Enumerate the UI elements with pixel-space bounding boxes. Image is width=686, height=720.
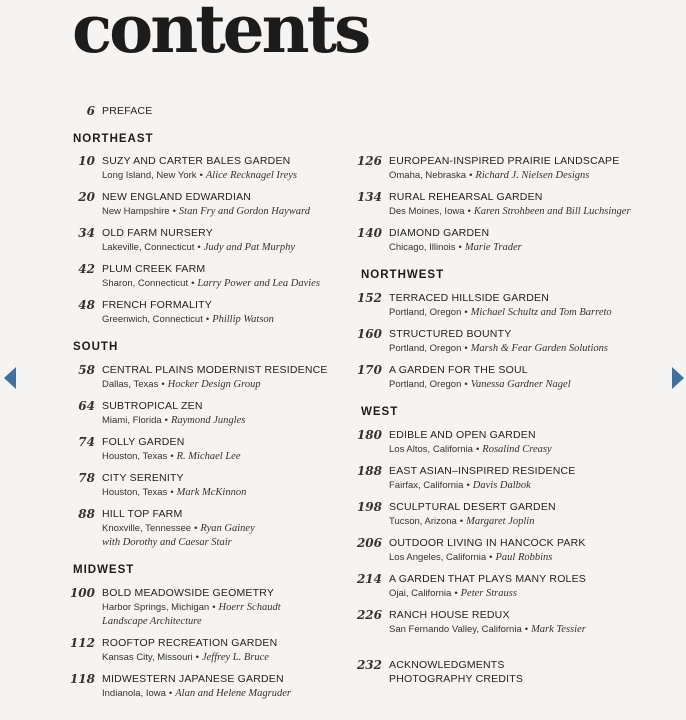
section-heading-midwest: MIDWEST bbox=[73, 564, 135, 576]
page-number: 140 bbox=[356, 226, 382, 240]
section-heading-west: WEST bbox=[361, 406, 399, 418]
page-number: 152 bbox=[356, 291, 382, 305]
entry-title: ACKNOWLEDGMENTS bbox=[389, 659, 505, 671]
entry-subtitle: Tucson, Arizona • Margaret Joplin bbox=[389, 516, 535, 527]
page-number: 118 bbox=[69, 672, 95, 686]
entry-subtitle: Chicago, Illinois • Marie Trader bbox=[389, 242, 522, 253]
page-number: 34 bbox=[78, 226, 95, 240]
entry-subtitle: Portland, Oregon • Michael Schultz and Tom Barreto bbox=[389, 307, 612, 318]
entry-title: SCULPTURAL DESERT GARDEN bbox=[389, 501, 556, 513]
entry-subtitle: San Fernando Valley, California • Mark Tessier bbox=[389, 624, 586, 635]
entry-title: ROOFTOP RECREATION GARDEN bbox=[102, 637, 278, 649]
page-number: 214 bbox=[356, 572, 382, 586]
section-heading-northeast: NORTHEAST bbox=[73, 133, 154, 145]
entry-title: EDIBLE AND OPEN GARDEN bbox=[389, 429, 536, 441]
entry-title: OLD FARM NURSERY bbox=[102, 227, 213, 239]
entry-subtitle: Dallas, Texas • Hocker Design Group bbox=[102, 379, 261, 390]
entry-title: STRUCTURED BOUNTY bbox=[389, 328, 512, 340]
page-number: 100 bbox=[69, 586, 95, 600]
entry-title: FOLLY GARDEN bbox=[102, 436, 185, 448]
page-number: 78 bbox=[78, 471, 95, 485]
entry-subtitle: Harbor Springs, Michigan • Hoerr Schaudt bbox=[102, 602, 281, 613]
entry-subtitle: Portland, Oregon • Vanessa Gardner Nagel bbox=[389, 379, 571, 390]
entry-title: HILL TOP FARM bbox=[102, 508, 183, 520]
entry-title: RURAL REHEARSAL GARDEN bbox=[389, 191, 543, 203]
right-triangle-icon[interactable] bbox=[672, 367, 684, 389]
entry-title: NEW ENGLAND EDWARDIAN bbox=[102, 191, 252, 203]
entry-title: OUTDOOR LIVING IN HANCOCK PARK bbox=[389, 537, 586, 549]
page-number: 180 bbox=[356, 428, 382, 442]
entry-subtitle: Los Angeles, California • Paul Robbins bbox=[389, 552, 553, 563]
entry-subtitle: Sharon, Connecticut • Larry Power and Lea Davies bbox=[102, 278, 320, 289]
entry-title: EAST ASIAN–INSPIRED RESIDENCE bbox=[389, 465, 576, 477]
entry-title: CENTRAL PLAINS MODERNIST RESIDENCE bbox=[102, 364, 328, 376]
page-number: 206 bbox=[356, 536, 382, 550]
page-number: 170 bbox=[356, 363, 382, 377]
page-title: contents bbox=[72, 0, 369, 68]
entry-title: SUBTROPICAL ZEN bbox=[102, 400, 203, 412]
entry-subtitle: Los Altos, California • Rosalind Creasy bbox=[389, 444, 552, 455]
entry-title: TERRACED HILLSIDE GARDEN bbox=[389, 292, 549, 304]
page-number: 198 bbox=[356, 500, 382, 514]
page-number: 126 bbox=[356, 154, 382, 168]
page-number: 160 bbox=[356, 327, 382, 341]
left-triangle-icon[interactable] bbox=[4, 367, 16, 389]
page-number: 42 bbox=[78, 262, 95, 276]
page-number: 134 bbox=[356, 190, 382, 204]
page-number: 74 bbox=[78, 435, 95, 449]
page-number: 64 bbox=[78, 399, 95, 413]
entry-subtitle: Omaha, Nebraska • Richard J. Nielsen Designs bbox=[389, 170, 590, 181]
page-number: 58 bbox=[78, 363, 95, 377]
entry-title: SUZY AND CARTER BALES GARDEN bbox=[102, 155, 291, 167]
page-number: 20 bbox=[78, 190, 95, 204]
entry-title: A GARDEN THAT PLAYS MANY ROLES bbox=[389, 573, 587, 585]
entry-title: DIAMOND GARDEN bbox=[389, 227, 490, 239]
page-number: 188 bbox=[356, 464, 382, 478]
entry-subtitle-line2: with Dorothy and Caesar Stair bbox=[102, 537, 232, 548]
entry-subtitle: Des Moines, Iowa • Karen Strohbeen and Bill Luchsinger bbox=[389, 206, 631, 217]
entry-subtitle: Long Island, New York • Alice Recknagel Ireys bbox=[102, 170, 298, 181]
entry-subtitle: Knoxville, Tennessee • Ryan Gainey bbox=[102, 523, 255, 534]
entry-title: MIDWESTERN JAPANESE GARDEN bbox=[102, 673, 284, 685]
entry-subtitle: Fairfax, California • Davis Dalbok bbox=[389, 480, 531, 491]
entry-subtitle: Miami, Florida • Raymond Jungles bbox=[102, 415, 246, 426]
entry-subtitle: Lakeville, Connecticut • Judy and Pat Murphy bbox=[102, 242, 296, 253]
entry-subtitle: Greenwich, Connecticut • Phillip Watson bbox=[102, 314, 274, 325]
section-heading-south: SOUTH bbox=[73, 341, 119, 353]
page-number: 6 bbox=[86, 104, 95, 118]
entry-subtitle: New Hampshire • Stan Fry and Gordon Hayward bbox=[102, 206, 310, 217]
page-number: 48 bbox=[78, 298, 95, 312]
entry-subtitle: Ojai, California • Peter Strauss bbox=[389, 588, 517, 599]
entry-title: EUROPEAN-INSPIRED PRAIRIE LANDSCAPE bbox=[389, 155, 620, 167]
entry-title: FRENCH FORMALITY bbox=[102, 299, 212, 311]
page-number: 232 bbox=[356, 658, 382, 672]
entry-title: RANCH HOUSE REDUX bbox=[389, 609, 510, 621]
page-number: 88 bbox=[78, 507, 95, 521]
page-number: 226 bbox=[356, 608, 382, 622]
entry-subtitle: Kansas City, Missouri • Jeffrey L. Bruce bbox=[102, 652, 269, 663]
entry-title: PREFACE bbox=[102, 105, 153, 117]
page-number: 112 bbox=[69, 636, 95, 650]
entry-title-line2: PHOTOGRAPHY CREDITS bbox=[389, 673, 524, 685]
entry-title: CITY SERENITY bbox=[102, 472, 184, 484]
entry-title: PLUM CREEK FARM bbox=[102, 263, 206, 275]
entry-title: A GARDEN FOR THE SOUL bbox=[389, 364, 528, 376]
entry-subtitle-line2: Landscape Architecture bbox=[102, 616, 202, 627]
entry-subtitle: Houston, Texas • Mark McKinnon bbox=[102, 487, 247, 498]
page-number: 10 bbox=[78, 154, 95, 168]
section-heading-northwest: NORTHWEST bbox=[361, 269, 445, 281]
entry-subtitle: Portland, Oregon • Marsh & Fear Garden Solutions bbox=[389, 343, 608, 354]
entry-subtitle: Indianola, Iowa • Alan and Helene Magruder bbox=[102, 688, 292, 699]
entry-title: BOLD MEADOWSIDE GEOMETRY bbox=[102, 587, 275, 599]
entry-subtitle: Houston, Texas • R. Michael Lee bbox=[102, 451, 241, 462]
